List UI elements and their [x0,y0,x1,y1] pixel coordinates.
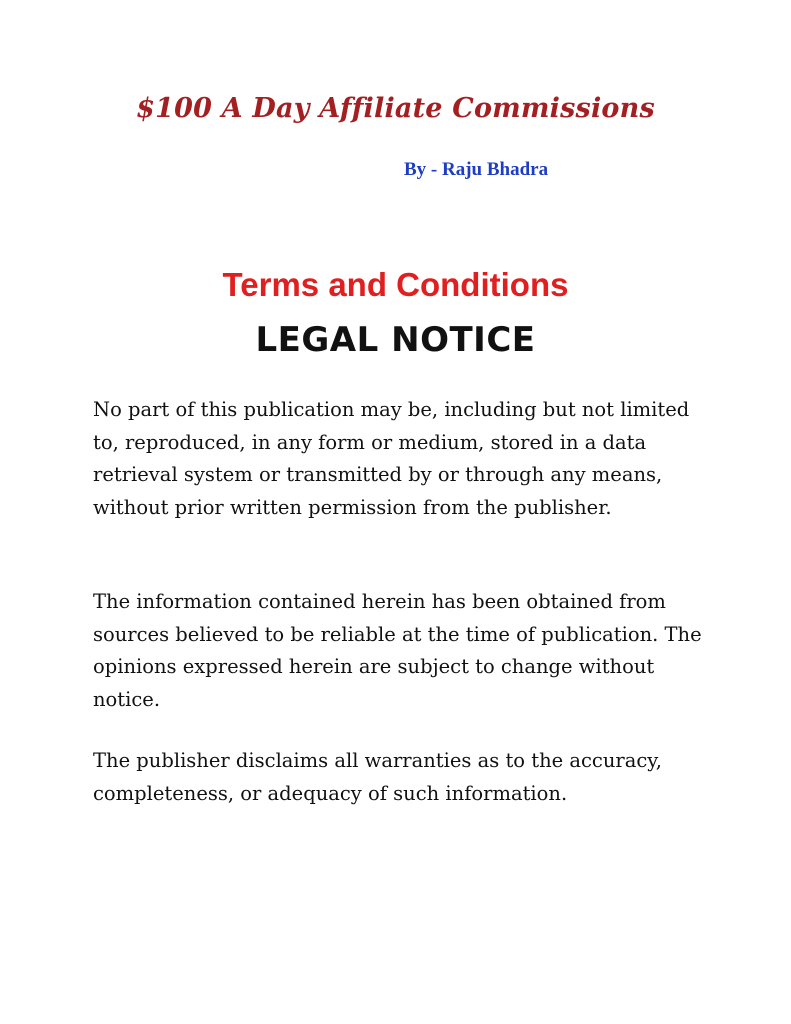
document-title: $100 A Day Affiliate Commissions [136,93,655,124]
paragraph-disclaimer: The publisher disclaims all warranties as to the accuracy, completeness, or adequacy of such information. [93,749,662,805]
section-subtitle: LEGAL NOTICE [255,320,536,360]
paragraph-copyright: No part of this publication may be, including but not limited to, reproduced, in any form or medium, stored in a data retrieval system or transmitted by or through any means, without prior written permission from the publisher. [93,398,690,519]
paragraph-information: The information contained herein has been obtained from sources believed to be reliable at the time of publication. The opinions expressed herein are subject to change without notice. [93,590,702,711]
author-byline: By - Raju Bhadra [404,159,549,180]
section-title: Terms and Conditions [222,266,569,303]
